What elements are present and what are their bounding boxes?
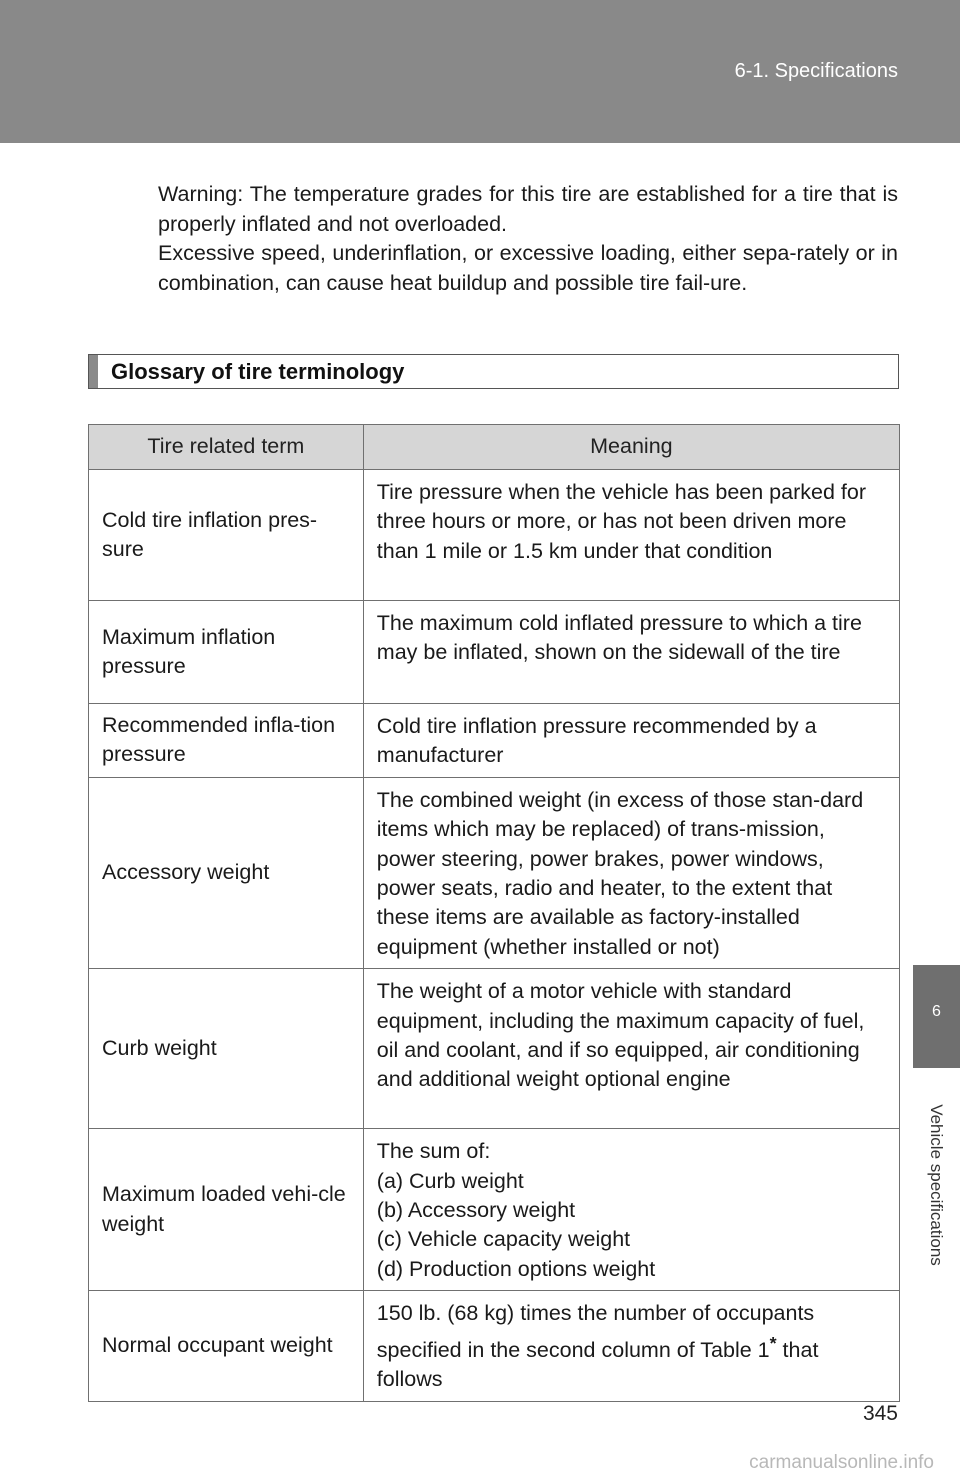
- meaning-cell: The maximum cold inflated pressure to which a tire may be inflated, shown on the sidewall of the tire: [363, 601, 899, 704]
- warning-paragraph-2: Excessive speed, underinflation, or excessive loading, either sepa-rately or in combination, can cause heat buildup and possible tire fail-ure.: [158, 241, 898, 295]
- term-cell: Cold tire inflation pres-sure: [89, 470, 364, 601]
- meaning-text: 150 lb. (68 kg) times the number of occupants specified in the second column of Table 1: [376, 1301, 815, 1362]
- chapter-tab: [913, 965, 960, 1068]
- section-heading: 6-1. Specifications: [734, 60, 898, 82]
- table-row: [89, 1129, 900, 1291]
- section-title-bar: [88, 354, 899, 389]
- term-cell: Normal occupant weight: [89, 1291, 364, 1401]
- table-row: [89, 470, 900, 601]
- table-row: [89, 969, 900, 1129]
- meaning-text-end: that follows: [376, 1337, 819, 1392]
- term-cell: Curb weight: [89, 969, 364, 1129]
- meaning-cell: [363, 1291, 899, 1401]
- section-title: Glossary of tire terminology: [111, 359, 405, 384]
- chapter-title: Vehicle specifications: [927, 1104, 946, 1266]
- term-cell: Maximum inflation pressure: [89, 601, 364, 704]
- header-band: [0, 0, 960, 143]
- term-cell: Maximum loaded vehi-cle weight: [89, 1129, 364, 1291]
- meaning-cell: [363, 1129, 899, 1291]
- page-number: 345: [862, 1402, 898, 1425]
- footnote-asterisk: *: [769, 1332, 777, 1353]
- warning-paragraph: Warning: The temperature grades for this tire are established for a tire that is properly inflated and not overloaded.: [158, 182, 898, 236]
- meaning-line: (b) Accessory weight: [376, 1198, 576, 1223]
- table-row: [89, 704, 900, 778]
- section-marker: [89, 355, 98, 388]
- meaning-line: The sum of:: [376, 1139, 491, 1164]
- table-header-row: [89, 425, 900, 470]
- column-header-meaning: Meaning: [363, 425, 899, 470]
- meaning-line: (c) Vehicle capacity weight: [376, 1227, 631, 1252]
- meaning-cell: The combined weight (in excess of those stan-dard items which may be replaced) of trans-mission, power steering, power brakes, power windows, power seats, radio and heater, to the extent that these items are available as factory-installed equipment (whether installed or not): [363, 777, 899, 968]
- watermark: carmanualsonline.info: [749, 1452, 934, 1473]
- term-cell: Recommended infla-tion pressure: [89, 704, 364, 778]
- column-header-term: Tire related term: [89, 425, 364, 470]
- meaning-cell: The weight of a motor vehicle with standard equipment, including the maximum capacity of fuel, oil and coolant, and if so equipped, air conditioning and additional weight optional engine: [363, 969, 899, 1129]
- meaning-line: (d) Production options weight: [376, 1256, 656, 1281]
- table-row: [89, 777, 900, 968]
- chapter-number: 6: [932, 1003, 941, 1020]
- meaning-line: (a) Curb weight: [376, 1168, 524, 1193]
- meaning-cell: Tire pressure when the vehicle has been parked for three hours or more, or has not been driven more than 1 mile or 1.5 km under that condition: [363, 470, 899, 601]
- term-cell: Accessory weight: [89, 777, 364, 968]
- table-row: [89, 1291, 900, 1401]
- warning-text: [158, 180, 898, 298]
- table-row: [89, 601, 900, 704]
- glossary-table: [88, 424, 900, 1402]
- meaning-cell: Cold tire inflation pressure recommended by a manufacturer: [363, 704, 899, 778]
